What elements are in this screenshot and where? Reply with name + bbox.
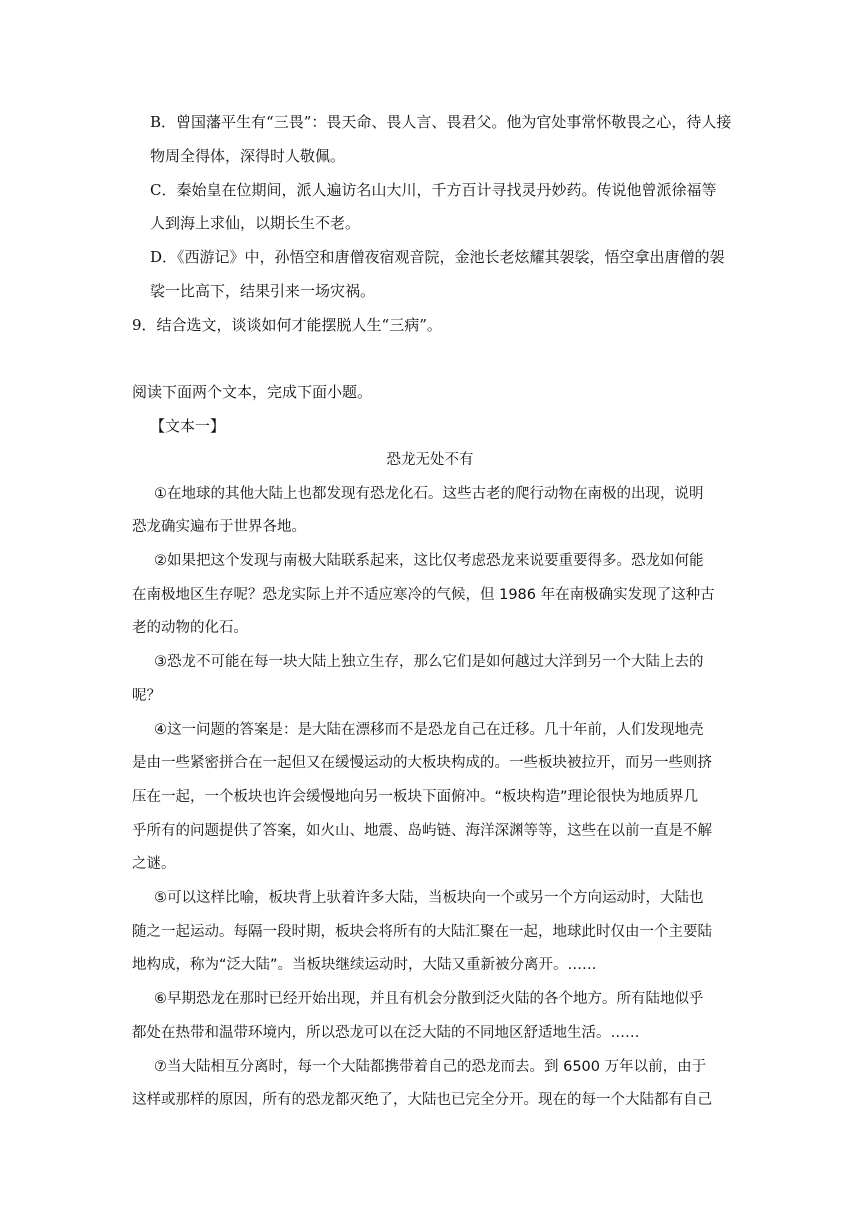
paragraph-6-line-1: ⑥早期恐龙在那时已经开始出现，并且有机会分散到泛火陆的各个地方。所有陆地似乎 (154, 991, 704, 1007)
paragraph-1-line-1: ①在地球的其他大陆上也都发现有恐龙化石。这些古老的爬行动物在南极的出现，说明 (154, 486, 704, 502)
paragraph-7-line-1: ⑦当大陆相互分离时，每一个大陆都携带着自己的恐龙而去。到 6500 万年以前，由于 (154, 1059, 707, 1075)
article-title: 恐龙无处不有 (386, 452, 474, 468)
paragraph-2-line-2: 在南极地区生存呢？恐龙实际上并不适应寒冷的气候，但 1986 年在南极确实发现了这种古 (132, 587, 715, 603)
paragraph-3-line-1: ③恐龙不可能在每一块大陆上独立生存，那么它们是如何越过大洋到另一个大陆上去的 (154, 654, 704, 670)
paragraph-2-line-1: ②如果把这个发现与南极大陆联系起来，这比仅考虑恐龙来说要重要得多。恐龙如何能 (154, 553, 704, 569)
paragraph-2-line-3: 老的动物的化石。 (132, 620, 248, 636)
text-one-label: 【文本一】 (150, 417, 226, 435)
paragraph-4-line-1: ④这一问题的答案是：是大陆在漂移而不是恐龙自己在迁移。几十年前，人们发现地壳 (154, 722, 704, 738)
option-b-line-1: B．曾国藩平生有“三畏”：畏天命、畏人言、畏君父。他为官处事常怀敬畏之心，待人接 (150, 113, 732, 131)
paragraph-3-line-2: 呢？ (132, 688, 161, 704)
paragraph-5-line-2: 随之一起运动。每隔一段时期，板块会将所有的大陆汇聚在一起，地球此时仅由一个主要陆 (132, 924, 712, 940)
paragraph-5-line-1: ⑤可以这样比喻，板块背上驮着许多大陆，当板块向一个或另一个方向运动时，大陆也 (154, 890, 704, 906)
paragraph-1-line-2: 恐龙确实遍布于世界各地。 (132, 519, 306, 535)
option-b-line-2: 物周全得体，深得时人敬佩。 (150, 147, 346, 165)
paragraph-4-line-2: 是由一些紧密拼合在一起但又在缓慢运动的大板块构成的。一些板块被拉开，而另一些则挤 (132, 755, 712, 771)
paragraph-4-line-4: 乎所有的问题提供了答案，如火山、地震、岛屿链、海洋深渊等等，这些在以前一直是不解 (132, 823, 712, 839)
option-d-line-2: 裟一比高下，结果引来一场灾祸。 (150, 282, 376, 300)
paragraph-7-line-2: 这样或那样的原因，所有的恐龙都灭绝了，大陆也已完全分开。现在的每一个大陆都有自己 (132, 1092, 712, 1108)
option-c-line-1: C．秦始皇在位期间，派人遍访名山大川，千方百计寻找灵丹妙药。传说他曾派徐福等 (150, 181, 717, 199)
option-d-line-1: D．《西游记》中，孙悟空和唐僧夜宿观音院，金池长老炫耀其袈裟，悟空拿出唐僧的袈 (150, 248, 725, 266)
option-c-line-2: 人到海上求仙，以期长生不老。 (150, 214, 361, 232)
paragraph-4-line-5: 之谜。 (132, 856, 176, 872)
paragraph-4-line-3: 压在一起，一个板块也许会缓慢地向另一板块下面俯冲。“板块构造”理论很快为地质界几 (132, 789, 699, 805)
question-9: 9．结合选文，谈谈如何才能摆脱人生“三病”。 (132, 316, 442, 334)
paragraph-5-line-3: 地构成，称为“泛大陆”。当板块继续运动时，大陆又重新被分离开。…… (132, 957, 597, 973)
paragraph-6-line-2: 都处在热带和温带环境内，所以恐龙可以在泛大陆的不同地区舒适地生活。…… (132, 1025, 640, 1041)
reading-instruction: 阅读下面两个文本，完成下面小题。 (132, 383, 373, 401)
